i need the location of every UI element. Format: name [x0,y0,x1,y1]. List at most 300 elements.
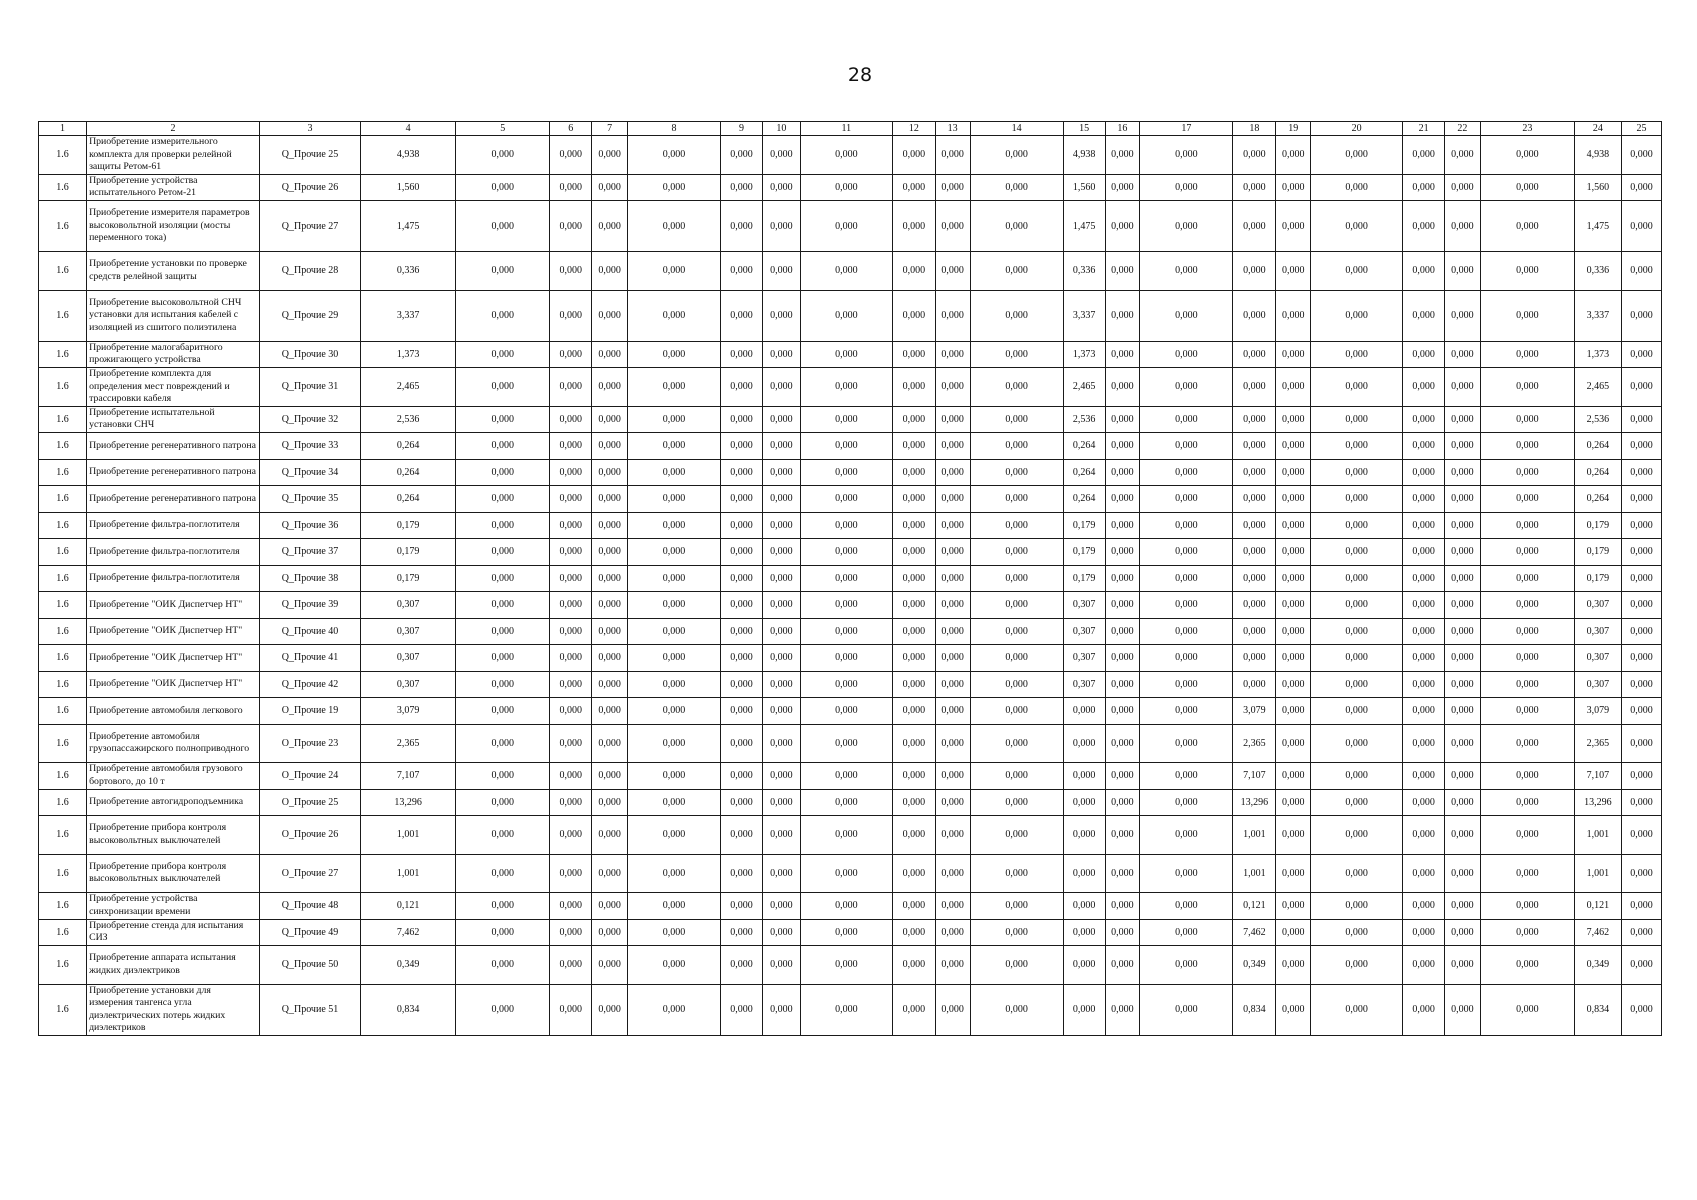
data-table [38,121,1662,1036]
value-cell: 0,000 [1480,201,1574,252]
value-cell: 0,000 [1480,893,1574,920]
value-cell: 0,307 [1063,645,1105,672]
item-number-cell: 1.6 [39,724,87,763]
value-cell: 0,000 [456,406,550,433]
column-header: 23 [1480,122,1574,136]
value-cell: 0,000 [592,368,628,407]
value-cell: 0,000 [1140,724,1233,763]
value-cell: 0,000 [892,341,935,368]
value-cell: 0,000 [1105,459,1140,486]
value-cell: 0,000 [800,618,892,645]
value-cell: 0,000 [1276,724,1311,763]
item-name-cell: Приобретение регенеративного патрона [87,459,260,486]
value-cell: 0,000 [1233,174,1276,201]
value-cell: 0,000 [1276,618,1311,645]
value-cell: 0,179 [1574,512,1621,539]
value-cell: 0,000 [1445,459,1481,486]
value-cell: 0,000 [592,946,628,985]
value-cell: 0,000 [592,645,628,672]
value-cell: 0,000 [550,252,592,291]
value-cell: 0,000 [1403,512,1445,539]
value-cell: 0,000 [892,984,935,1035]
value-cell: 0,000 [1140,252,1233,291]
value-cell: 0,264 [1574,433,1621,460]
value-cell: 0,000 [892,368,935,407]
item-name-cell: Приобретение испытательной установки СНЧ [87,406,260,433]
value-cell: 0,000 [935,459,970,486]
value-cell: 0,000 [1311,368,1403,407]
value-cell: 0,000 [800,512,892,539]
value-cell: 0,000 [892,854,935,893]
value-cell: 0,000 [1311,789,1403,816]
column-header: 13 [935,122,970,136]
value-cell: 0,000 [628,984,721,1035]
item-number-cell: 1.6 [39,252,87,291]
value-cell: 0,000 [1311,459,1403,486]
value-cell: 1,475 [1574,201,1621,252]
value-cell: 0,000 [1311,645,1403,672]
value-cell: 0,000 [550,618,592,645]
item-number-cell: 1.6 [39,618,87,645]
value-cell: 7,107 [1574,763,1621,790]
value-cell: 0,000 [1105,174,1140,201]
item-name-cell: Приобретение регенеративного патрона [87,486,260,513]
value-cell: 0,000 [550,698,592,725]
value-cell: 7,107 [1233,763,1276,790]
value-cell: 0,000 [1403,816,1445,855]
value-cell: 1,560 [1063,174,1105,201]
value-cell: 0,000 [1445,816,1481,855]
value-cell: 0,000 [1105,252,1140,291]
column-header: 7 [592,122,628,136]
value-cell: 0,179 [361,565,456,592]
value-cell: 2,536 [1063,406,1105,433]
value-cell: 0,000 [800,724,892,763]
item-number-cell: 1.6 [39,645,87,672]
value-cell: 0,000 [1621,433,1661,460]
value-cell: 0,000 [892,459,935,486]
value-cell: 0,000 [456,368,550,407]
value-cell: 0,000 [1445,893,1481,920]
value-cell: 0,000 [550,671,592,698]
value-cell: 0,000 [935,136,970,175]
item-number-cell: 1.6 [39,539,87,566]
table-row [39,512,1662,539]
value-cell: 0,000 [550,854,592,893]
value-cell: 0,000 [800,201,892,252]
value-cell: 0,000 [970,946,1063,985]
value-cell: 0,000 [935,486,970,513]
value-cell: 0,000 [800,854,892,893]
value-cell: 0,000 [935,433,970,460]
value-cell: 0,000 [1105,201,1140,252]
value-cell: 0,000 [935,698,970,725]
value-cell: 0,000 [763,984,801,1035]
value-cell: 0,000 [935,645,970,672]
value-cell: 0,000 [1105,671,1140,698]
value-cell: 0,000 [456,592,550,619]
value-cell: 0,000 [550,763,592,790]
table-row [39,671,1662,698]
value-cell: 3,079 [1574,698,1621,725]
value-cell: 0,000 [970,671,1063,698]
value-cell: 0,000 [1480,136,1574,175]
value-cell: 0,000 [456,698,550,725]
column-header: 15 [1063,122,1105,136]
value-cell: 0,000 [1140,854,1233,893]
value-cell: 0,000 [1105,816,1140,855]
value-cell: 0,000 [763,539,801,566]
value-cell: 0,000 [970,984,1063,1035]
value-cell: 0,000 [1445,763,1481,790]
value-cell: 0,000 [628,592,721,619]
value-cell: 0,000 [800,919,892,946]
value-cell: 0,000 [1105,290,1140,341]
item-name-cell: Приобретение фильтра-поглотителя [87,539,260,566]
value-cell: 0,000 [935,565,970,592]
value-cell: 0,000 [892,592,935,619]
value-cell: 0,000 [592,565,628,592]
value-cell: 0,000 [1140,512,1233,539]
value-cell: 0,000 [1276,539,1311,566]
value-cell: 0,000 [800,698,892,725]
value-cell: 0,000 [763,174,801,201]
value-cell: 0,000 [763,763,801,790]
value-cell: 0,000 [1445,946,1481,985]
value-cell: 0,000 [1311,174,1403,201]
value-cell: 0,000 [1311,512,1403,539]
column-header: 22 [1445,122,1481,136]
value-cell: 0,000 [1276,893,1311,920]
value-cell: 0,000 [1445,724,1481,763]
item-name-cell: Приобретение "ОИК Диспетчер НТ" [87,671,260,698]
value-cell: 0,000 [1105,341,1140,368]
value-cell: 0,000 [1140,433,1233,460]
value-cell: 0,264 [1574,486,1621,513]
item-name-cell: Приобретение прибора контроля высоковольтных выключателей [87,854,260,893]
value-cell: 0,000 [1140,539,1233,566]
value-cell: 0,000 [1403,539,1445,566]
value-cell: 0,000 [1621,539,1661,566]
value-cell: 0,000 [721,919,763,946]
value-cell: 0,000 [721,946,763,985]
value-cell: 13,296 [1574,789,1621,816]
value-cell: 0,000 [1621,368,1661,407]
value-cell: 0,000 [1140,368,1233,407]
value-cell: 0,000 [628,893,721,920]
value-cell: 0,000 [800,252,892,291]
value-cell: 0,000 [1276,174,1311,201]
value-cell: 0,000 [892,201,935,252]
value-cell: 0,000 [550,512,592,539]
value-cell: 0,000 [1480,539,1574,566]
value-cell: 0,000 [592,919,628,946]
value-cell: 0,000 [1480,341,1574,368]
value-cell: 0,000 [456,512,550,539]
value-cell: 0,000 [1063,763,1105,790]
value-cell: 0,000 [550,136,592,175]
value-cell: 0,000 [1621,724,1661,763]
value-cell: 0,000 [1480,724,1574,763]
value-cell: 0,000 [1140,486,1233,513]
value-cell: 0,000 [592,459,628,486]
item-number-cell: 1.6 [39,698,87,725]
value-cell: 0,000 [628,174,721,201]
value-cell: 0,000 [550,893,592,920]
value-cell: 0,307 [361,618,456,645]
value-cell: 0,000 [592,618,628,645]
value-cell: 0,000 [1276,459,1311,486]
value-cell: 0,000 [970,592,1063,619]
value-cell: 0,000 [592,816,628,855]
value-cell: 0,000 [721,252,763,291]
value-cell: 0,179 [1063,539,1105,566]
table-row [39,618,1662,645]
column-header: 19 [1276,122,1311,136]
value-cell: 0,000 [935,854,970,893]
value-cell: 0,179 [1063,565,1105,592]
value-cell: 0,000 [892,893,935,920]
value-cell: 0,000 [1621,592,1661,619]
value-cell: 0,000 [1105,984,1140,1035]
value-cell: 0,179 [1574,565,1621,592]
value-cell: 0,000 [1140,565,1233,592]
value-cell: 0,000 [456,854,550,893]
item-number-cell: 1.6 [39,763,87,790]
value-cell: 0,000 [721,174,763,201]
value-cell: 0,000 [1233,433,1276,460]
column-header: 2 [87,122,260,136]
value-cell: 0,000 [1621,201,1661,252]
value-cell: 0,000 [800,946,892,985]
item-name-cell: Приобретение устройства синхронизации времени [87,893,260,920]
value-cell: 0,000 [1403,893,1445,920]
value-cell: 0,000 [1276,789,1311,816]
item-name-cell: Приобретение стенда для испытания СИЗ [87,919,260,946]
value-cell: 0,000 [550,201,592,252]
value-cell: 0,000 [1445,512,1481,539]
value-cell: 0,000 [1480,698,1574,725]
item-code-cell: Q_Прочие 35 [259,486,360,513]
value-cell: 0,000 [456,539,550,566]
table-row [39,724,1662,763]
value-cell: 0,000 [1621,919,1661,946]
item-name-cell: Приобретение установки для измерения тангенса угла диэлектрических потерь жидких диэлектриков [87,984,260,1035]
item-name-cell: Приобретение регенеративного патрона [87,433,260,460]
value-cell: 0,000 [800,816,892,855]
value-cell: 0,000 [550,984,592,1035]
value-cell: 0,000 [800,789,892,816]
value-cell: 1,373 [361,341,456,368]
item-name-cell: Приобретение автомобиля грузового бортового, до 10 т [87,763,260,790]
value-cell: 0,000 [763,919,801,946]
value-cell: 0,000 [935,290,970,341]
value-cell: 0,000 [1105,618,1140,645]
value-cell: 0,000 [1140,592,1233,619]
value-cell: 0,000 [935,724,970,763]
value-cell: 0,000 [721,539,763,566]
value-cell: 0,000 [1445,539,1481,566]
value-cell: 0,000 [1105,136,1140,175]
value-cell: 3,079 [361,698,456,725]
value-cell: 0,179 [361,512,456,539]
value-cell: 0,000 [1140,201,1233,252]
value-cell: 0,307 [1574,592,1621,619]
value-cell: 0,000 [1621,174,1661,201]
value-cell: 0,000 [1105,724,1140,763]
value-cell: 0,000 [1403,698,1445,725]
value-cell: 1,001 [1233,854,1276,893]
value-cell: 0,000 [1621,565,1661,592]
value-cell: 0,000 [1140,671,1233,698]
value-cell: 0,000 [1480,671,1574,698]
item-name-cell: Приобретение установки по проверке средств релейной защиты [87,252,260,291]
value-cell: 0,000 [550,174,592,201]
value-cell: 0,179 [1063,512,1105,539]
value-cell: 0,000 [550,565,592,592]
column-header: 6 [550,122,592,136]
value-cell: 0,000 [456,459,550,486]
value-cell: 0,000 [1621,406,1661,433]
value-cell: 0,000 [1445,618,1481,645]
value-cell: 0,336 [1574,252,1621,291]
value-cell: 0,264 [361,486,456,513]
value-cell: 1,560 [361,174,456,201]
value-cell: 0,000 [763,433,801,460]
value-cell: 0,000 [550,946,592,985]
value-cell: 0,000 [628,919,721,946]
column-header: 5 [456,122,550,136]
value-cell: 0,000 [1063,854,1105,893]
value-cell: 0,000 [935,406,970,433]
value-cell: 0,000 [1311,816,1403,855]
item-number-cell: 1.6 [39,459,87,486]
value-cell: 0,000 [592,136,628,175]
value-cell: 0,000 [763,201,801,252]
value-cell: 1,001 [1574,816,1621,855]
value-cell: 0,000 [970,290,1063,341]
item-name-cell: Приобретение устройства испытательного Ретом-21 [87,174,260,201]
item-name-cell: Приобретение "ОИК Диспетчер НТ" [87,618,260,645]
item-code-cell: О_Прочие 26 [259,816,360,855]
value-cell: 0,000 [592,512,628,539]
header-row [39,122,1662,136]
value-cell: 0,000 [721,459,763,486]
value-cell: 0,000 [1140,946,1233,985]
value-cell: 0,000 [721,671,763,698]
value-cell: 0,000 [1311,893,1403,920]
value-cell: 0,000 [592,486,628,513]
value-cell: 0,000 [892,671,935,698]
item-name-cell: Приобретение автомобиля легкового [87,698,260,725]
value-cell: 0,000 [1403,618,1445,645]
value-cell: 0,000 [1621,854,1661,893]
value-cell: 0,000 [892,724,935,763]
value-cell: 0,000 [1105,789,1140,816]
value-cell: 0,000 [1276,763,1311,790]
value-cell: 0,000 [892,290,935,341]
table-row [39,252,1662,291]
value-cell: 0,000 [628,671,721,698]
value-cell: 0,307 [361,671,456,698]
value-cell: 0,000 [1276,984,1311,1035]
value-cell: 0,264 [361,433,456,460]
value-cell: 0,000 [1140,698,1233,725]
value-cell: 13,296 [361,789,456,816]
value-cell: 0,000 [721,893,763,920]
value-cell: 0,000 [892,919,935,946]
value-cell: 0,000 [970,816,1063,855]
value-cell: 0,000 [892,252,935,291]
value-cell: 2,365 [1574,724,1621,763]
page-number: 28 [847,64,873,86]
value-cell: 0,000 [935,671,970,698]
item-code-cell: Q_Прочие 29 [259,290,360,341]
value-cell: 2,536 [1574,406,1621,433]
item-number-cell: 1.6 [39,512,87,539]
value-cell: 0,307 [1063,671,1105,698]
value-cell: 0,000 [628,816,721,855]
value-cell: 3,337 [361,290,456,341]
value-cell: 0,000 [935,816,970,855]
value-cell: 0,000 [1621,946,1661,985]
value-cell: 0,000 [970,565,1063,592]
item-code-cell: Q_Прочие 31 [259,368,360,407]
value-cell: 0,000 [1276,341,1311,368]
value-cell: 0,000 [1403,565,1445,592]
value-cell: 0,000 [970,724,1063,763]
value-cell: 0,000 [970,645,1063,672]
value-cell: 0,000 [1140,341,1233,368]
value-cell: 0,000 [892,565,935,592]
value-cell: 0,000 [1276,645,1311,672]
value-cell: 0,000 [628,368,721,407]
value-cell: 0,000 [1621,645,1661,672]
value-cell: 0,121 [361,893,456,920]
item-name-cell: Приобретение аппарата испытания жидких диэлектриков [87,946,260,985]
column-header: 12 [892,122,935,136]
value-cell: 0,000 [456,919,550,946]
value-cell: 0,000 [550,406,592,433]
value-cell: 0,000 [1311,763,1403,790]
value-cell: 3,337 [1574,290,1621,341]
value-cell: 0,000 [763,341,801,368]
value-cell: 0,000 [1621,290,1661,341]
value-cell: 0,000 [1403,201,1445,252]
value-cell: 0,000 [550,645,592,672]
value-cell: 0,000 [456,946,550,985]
value-cell: 0,000 [800,592,892,619]
value-cell: 0,000 [1480,946,1574,985]
value-cell: 0,000 [1403,645,1445,672]
value-cell: 0,349 [1233,946,1276,985]
value-cell: 0,000 [1445,406,1481,433]
value-cell: 0,000 [721,984,763,1035]
item-code-cell: Q_Прочие 27 [259,201,360,252]
value-cell: 0,000 [1621,136,1661,175]
value-cell: 0,000 [970,433,1063,460]
item-number-cell: 1.6 [39,136,87,175]
item-name-cell: Приобретение "ОИК Диспетчер НТ" [87,592,260,619]
item-number-cell: 1.6 [39,368,87,407]
value-cell: 0,000 [1403,290,1445,341]
value-cell: 0,000 [1445,252,1481,291]
value-cell: 0,000 [456,486,550,513]
value-cell: 0,000 [456,174,550,201]
value-cell: 0,000 [935,919,970,946]
value-cell: 0,000 [456,984,550,1035]
value-cell: 0,000 [1311,618,1403,645]
